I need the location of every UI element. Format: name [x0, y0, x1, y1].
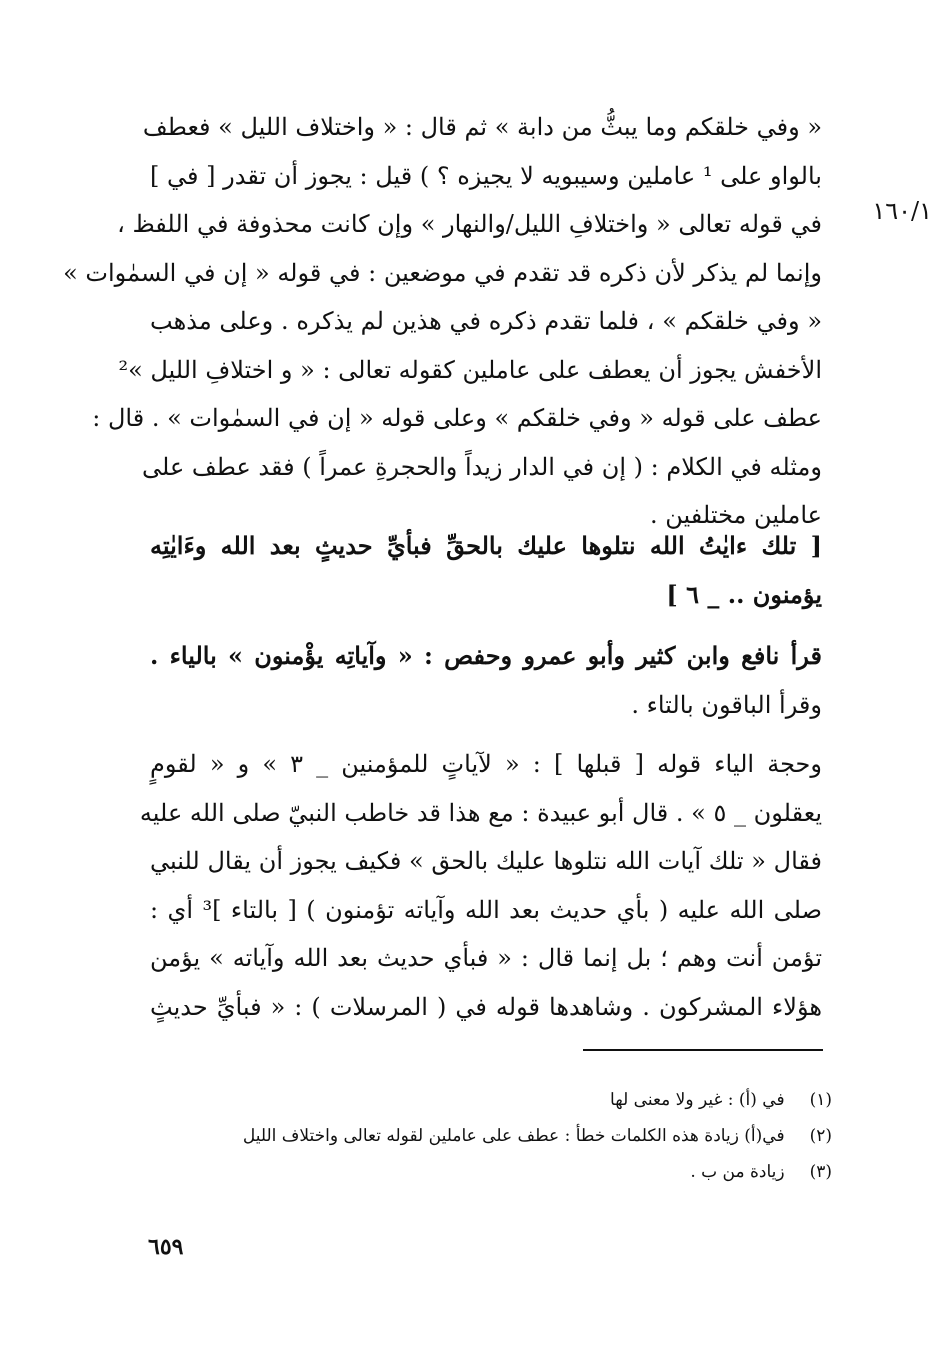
text-line: « وفي خلقكم وما يبثُّ من دابة » ثم قال : « واختلاف الليل » فعطف [142, 113, 822, 141]
text-line: يعقلون _ ٥ » . قال أبو عبيدة : مع هذا قد خاطب النبيّ صلى الله عليه [139, 798, 822, 827]
footnote-text: في(أ) زيادة هذه الكلمات خطأ : عطف على عاملين لقوله تعالى واختلاف الليل [242, 1126, 785, 1146]
text-line: هؤلاء المشركون . وشاهدها قوله في ( المرسلات ) : « فبأيِّ حديثٍ [150, 992, 822, 1021]
text-line: عاملين مختلفين . [649, 501, 822, 529]
paragraph-argument [139, 740, 823, 1031]
paragraph-readings [150, 632, 822, 729]
text-line: تؤمن أنت وهم ؛ بل إنما قال : « فبأي حديث بعد الله وآياته » يؤمن [150, 944, 822, 972]
verse-line: يؤمنون .. _ ٦ ] [666, 579, 822, 609]
footnote-separator [583, 1049, 823, 1051]
text-line: ومثله في الكلام : ( إن في الدار زيداً والحجرةِ عمراً ) فقد عطف على [142, 452, 822, 481]
quran-verse [150, 522, 822, 619]
text-line: فقال « تلك آيات الله نتلوها عليك بالحق » فكيف يجوز أن يقال للنبي [150, 847, 822, 875]
footnotes [180, 1082, 832, 1190]
text-line: بالواو على ¹ عاملين وسيبويه لا يجيزه ؟ ) قيل : يجوز أن تقدر [ في ] [150, 161, 822, 190]
text-line: وحجة الياء قوله [ قبلها ] : « لآياتٍ للمؤمنين _ ٣ » و « لقومٍ [150, 750, 822, 778]
footnote-number: (٣) [809, 1162, 832, 1182]
text-line: وإنما لم يذكر لأن ذكره قد تقدم في موضعين : في قوله « إن في السمٰوات » [63, 258, 822, 287]
text-line: « وفي خلقكم » ، فلما تقدم ذكره في هذين لم يذكره . وعلى مذهب [150, 307, 822, 335]
text-line: في قوله تعالى « واختلافِ الليل/والنهار » وإن كانت محذوفة في اللفظ ، [117, 210, 822, 238]
verse-line: [ تلك ءايٰتُ الله نتلوها عليك بالحقِّ فبأيِّ حديثٍ بعد الله وءَايٰتِه [150, 531, 822, 560]
text-line: الأخفش يجوز أن يعطف على عاملين كقوله تعالى : « و اختلافِ الليل »² [118, 355, 822, 384]
footnote [180, 1154, 832, 1190]
footnote [180, 1118, 832, 1154]
footnote [180, 1082, 832, 1118]
paragraph-1 [63, 103, 822, 540]
text-line: قرأ نافع وابن كثير وأبو عمرو وحفص : « وآياتِه يؤْمنون » بالياء . [150, 641, 822, 670]
footnote-number: (١) [809, 1090, 832, 1110]
footnote-number: (٢) [809, 1126, 832, 1146]
text-line: صلى الله عليه ( بأي حديث بعد الله وآياته تؤمنون ) [ بالتاء ]³ أي : [150, 895, 823, 924]
text-line: وقرأ الباقون بالتاء . [631, 690, 822, 719]
marginal-reference: ١٦٠/١ [872, 197, 932, 225]
footnote-text: في (أ) : غير ولا معنى لها [610, 1090, 785, 1110]
footnote-text: زيادة من ب . [690, 1162, 785, 1182]
text-line: عطف على قوله « وفي خلقكم » وعلى قوله « إن في السمٰوات » . قال : [92, 404, 822, 432]
page-number: ٦٥٩ [148, 1234, 184, 1260]
